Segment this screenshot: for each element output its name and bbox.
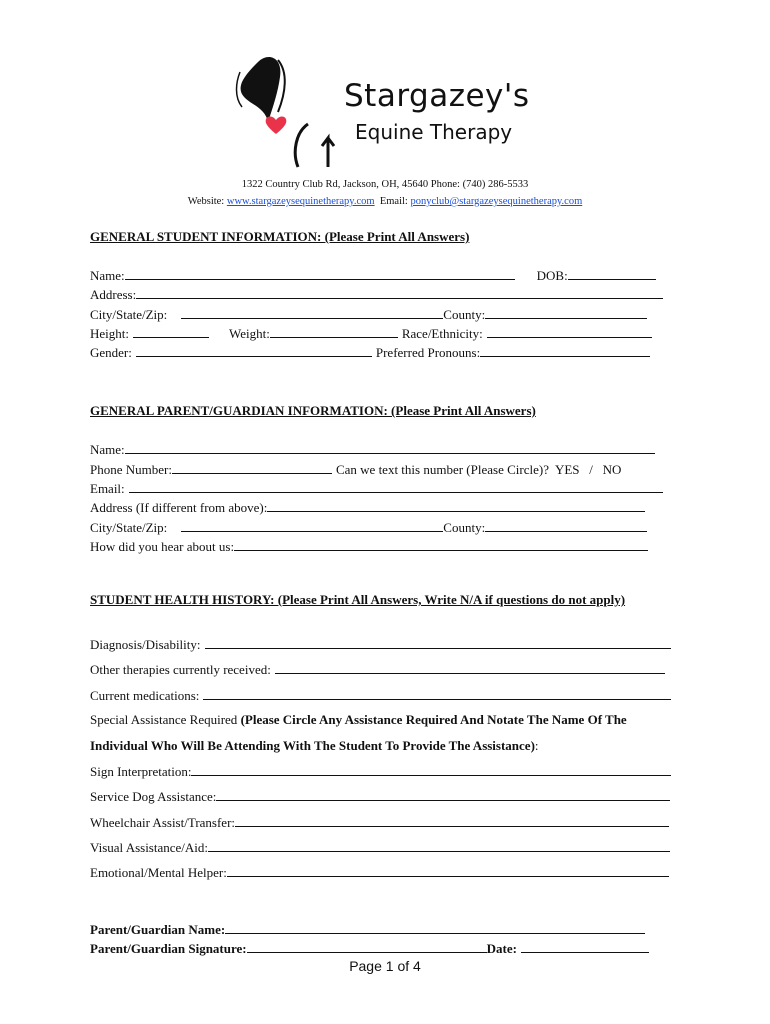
wheelchair-field[interactable] bbox=[235, 814, 669, 827]
diagnosis-row bbox=[90, 636, 671, 653]
student-name-row bbox=[90, 267, 656, 284]
brand-subtitle: Equine Therapy bbox=[355, 120, 513, 144]
special-assistance-row-2 bbox=[90, 738, 539, 754]
guardian-signature-row bbox=[90, 940, 649, 957]
guardian-name-label: Name: bbox=[90, 442, 125, 457]
signature-field[interactable] bbox=[247, 940, 487, 953]
guardian-city-field[interactable] bbox=[181, 519, 443, 532]
guardian-county-field[interactable] bbox=[485, 519, 647, 532]
guardian-email-row bbox=[90, 480, 663, 497]
height-label: Height: bbox=[90, 326, 129, 341]
text-question: Can we text this number (Please Circle)? YES / NO bbox=[335, 462, 622, 477]
height-field[interactable] bbox=[133, 325, 209, 338]
pronouns-label: Preferred Pronouns: bbox=[375, 345, 481, 360]
hear-label: How did you hear about us: bbox=[90, 539, 235, 554]
sig-name-field[interactable] bbox=[225, 921, 645, 934]
special-assistance-colon: : bbox=[534, 738, 539, 753]
wheelchair-label: Wheelchair Assist/Transfer: bbox=[90, 815, 236, 830]
emotional-label: Emotional/Mental Helper: bbox=[90, 865, 227, 880]
sign-field[interactable] bbox=[191, 763, 671, 776]
student-info-heading: GENERAL STUDENT INFORMATION: (Please Print All Answers) bbox=[90, 229, 470, 244]
guardian-address-field[interactable] bbox=[267, 499, 645, 512]
weight-field[interactable] bbox=[270, 325, 398, 338]
guardian-email-field[interactable] bbox=[129, 480, 663, 493]
emotional-row bbox=[90, 864, 669, 881]
student-city-field[interactable] bbox=[181, 306, 443, 319]
weight-label: Weight: bbox=[229, 326, 270, 341]
student-gender-row bbox=[90, 344, 650, 361]
medications-label: Current medications: bbox=[90, 688, 200, 703]
therapies-label: Other therapies currently received: bbox=[90, 662, 271, 677]
race-field[interactable] bbox=[487, 325, 652, 338]
dog-label: Service Dog Assistance: bbox=[90, 789, 217, 804]
special-assistance-note-2: Individual Who Will Be Attending With The Student To Provide The Assistance) bbox=[90, 738, 535, 753]
medications-row bbox=[90, 687, 671, 704]
special-assistance-label: Special Assistance Required bbox=[90, 712, 238, 727]
wheelchair-row bbox=[90, 814, 669, 831]
guardian-name-row bbox=[90, 441, 655, 458]
diagnosis-field[interactable] bbox=[205, 636, 671, 649]
guardian-address-row bbox=[90, 499, 645, 516]
guardian-address-label: Address (If different from above): bbox=[90, 500, 268, 515]
page-number: Page 1 of 4 bbox=[349, 958, 421, 974]
email-link[interactable]: ponyclub@stargazeysequinetherapy.com bbox=[410, 196, 583, 207]
website-link[interactable]: www.stargazeysequinetherapy.com bbox=[226, 196, 375, 207]
logo-horse-icon bbox=[228, 52, 338, 172]
email-label: Email: bbox=[379, 196, 408, 207]
gender-field[interactable] bbox=[136, 344, 372, 357]
address-line: 1322 Country Club Rd, Jackson, OH, 45640 Phone: (740) 286-5533 bbox=[241, 179, 529, 190]
emotional-field[interactable] bbox=[227, 864, 669, 877]
dog-field[interactable] bbox=[216, 788, 670, 801]
heart-icon bbox=[266, 116, 287, 134]
date-field[interactable] bbox=[521, 940, 649, 953]
dog-row bbox=[90, 788, 670, 805]
guardian-sig-name-row bbox=[90, 921, 645, 938]
hear-row bbox=[90, 538, 648, 555]
special-assistance-row bbox=[90, 712, 627, 728]
student-name-label: Name: bbox=[90, 268, 125, 283]
diagnosis-label: Diagnosis/Disability: bbox=[90, 637, 201, 652]
sig-name-label: Parent/Guardian Name: bbox=[90, 922, 226, 937]
guardian-info-heading: GENERAL PARENT/GUARDIAN INFORMATION: (Please Print All Answers) bbox=[90, 403, 536, 418]
therapies-row bbox=[90, 661, 665, 678]
guardian-email-label: Email: bbox=[90, 481, 125, 496]
visual-row bbox=[90, 839, 670, 856]
sign-row bbox=[90, 763, 671, 780]
student-address-field[interactable] bbox=[136, 286, 663, 299]
web-email-line bbox=[0, 196, 770, 207]
guardian-phone-row bbox=[90, 461, 621, 478]
phone-label: Phone Number: bbox=[90, 462, 172, 477]
student-county-field[interactable] bbox=[485, 306, 647, 319]
brand-title: Stargazey's bbox=[344, 78, 530, 114]
hear-field[interactable] bbox=[234, 538, 648, 551]
date-label: Date: bbox=[486, 941, 517, 956]
pronouns-field[interactable] bbox=[480, 344, 650, 357]
sign-label: Sign Interpretation: bbox=[90, 764, 192, 779]
visual-field[interactable] bbox=[208, 839, 670, 852]
health-heading: STUDENT HEALTH HISTORY: (Please Print All Answers, Write N/A if questions do not apply) bbox=[90, 592, 626, 607]
medications-field[interactable] bbox=[203, 687, 671, 700]
student-name-field[interactable] bbox=[125, 267, 515, 280]
student-height-row bbox=[90, 325, 652, 342]
website-label: Website: bbox=[187, 196, 225, 207]
student-address-label: Address: bbox=[90, 287, 137, 302]
special-assistance-note: (Please Circle Any Assistance Required And Notate The Name Of The bbox=[240, 712, 627, 727]
guardian-city-label: City/State/Zip: bbox=[90, 520, 168, 535]
student-city-row bbox=[90, 306, 647, 323]
dob-label: DOB: bbox=[536, 268, 568, 283]
visual-label: Visual Assistance/Aid: bbox=[90, 840, 209, 855]
student-city-label: City/State/Zip: bbox=[90, 307, 168, 322]
dob-field[interactable] bbox=[568, 267, 656, 280]
guardian-county-label: County: bbox=[443, 520, 486, 535]
signature-label: Parent/Guardian Signature: bbox=[90, 941, 247, 956]
therapies-field[interactable] bbox=[275, 661, 665, 674]
gender-label: Gender: bbox=[90, 345, 132, 360]
race-label: Race/Ethnicity: bbox=[401, 326, 483, 341]
student-county-label: County: bbox=[443, 307, 486, 322]
student-address-row bbox=[90, 286, 663, 303]
guardian-name-field[interactable] bbox=[125, 441, 655, 454]
phone-field[interactable] bbox=[172, 461, 332, 474]
guardian-city-row bbox=[90, 519, 647, 536]
